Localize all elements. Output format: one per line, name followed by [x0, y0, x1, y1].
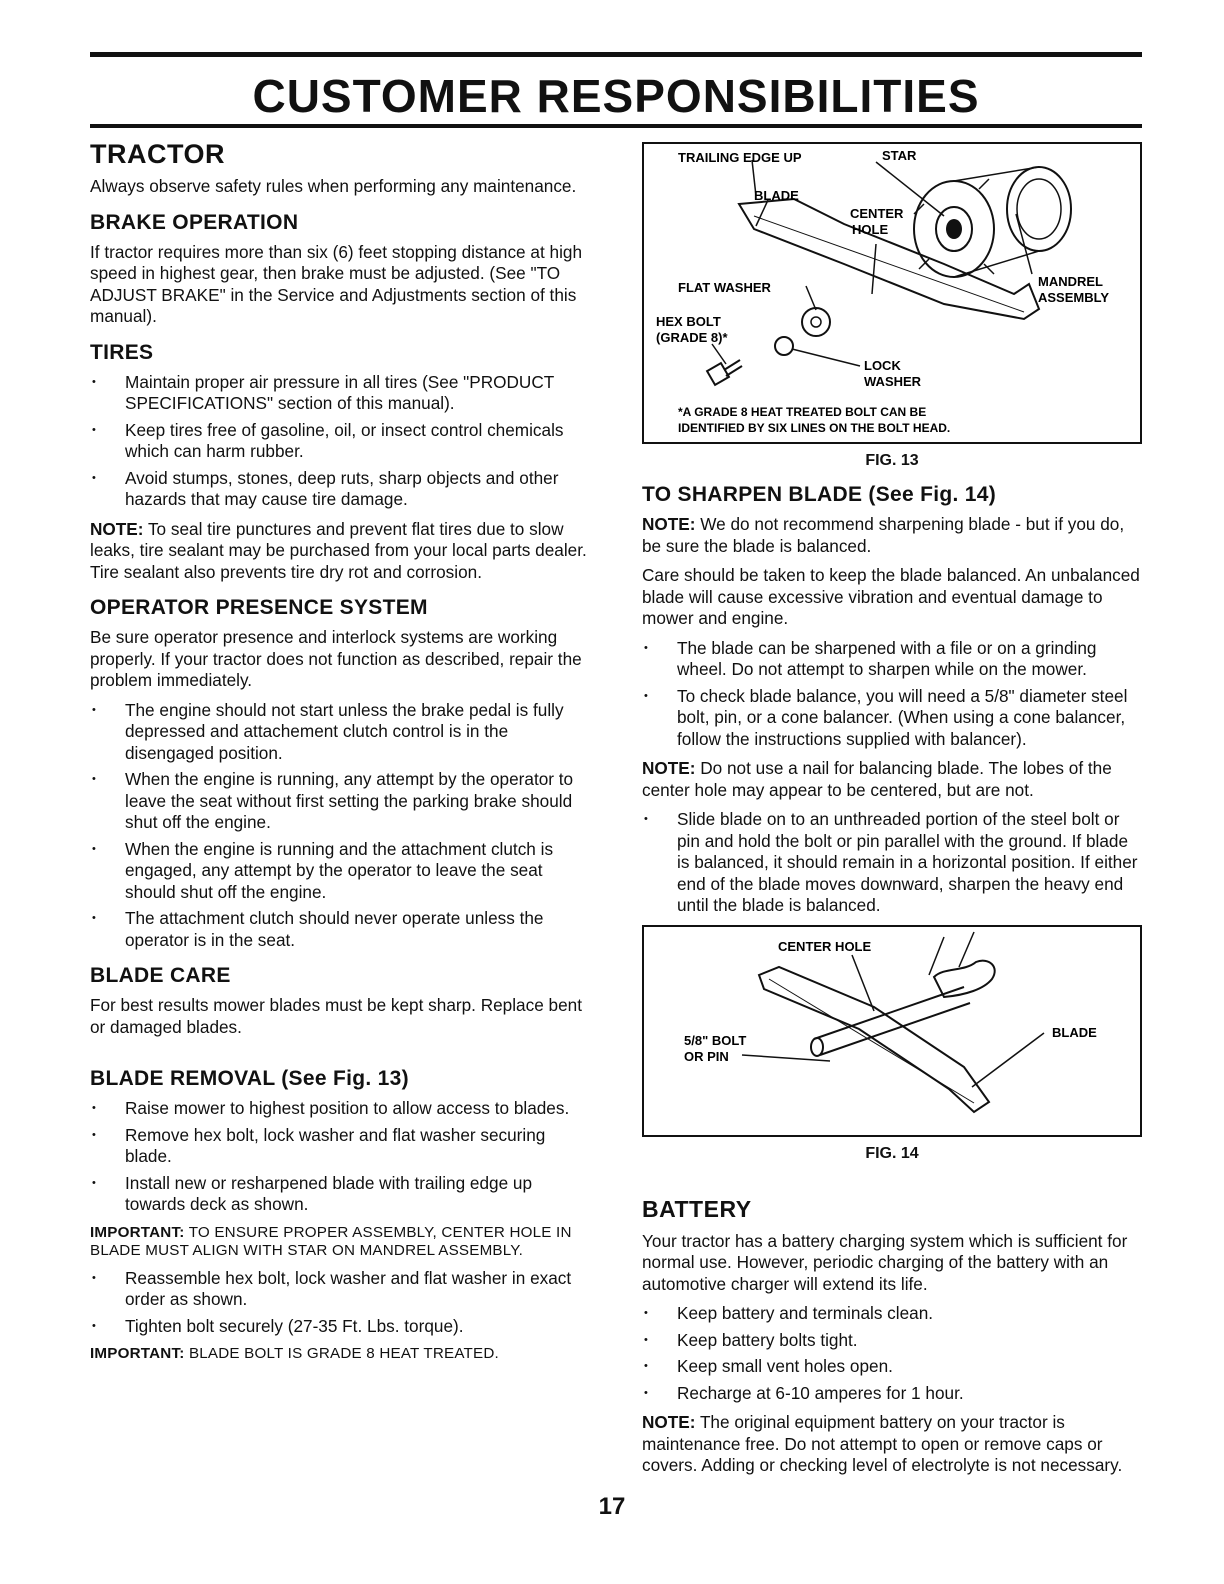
fig14-label-blade: BLADE [1052, 1024, 1097, 1040]
battery-text: Your tractor has a battery charging system which is sufficient for normal use. However, periodic charging of the battery with an automotive charger will extend its life. [642, 1230, 1128, 1294]
ops-text: Be sure operator presence and interlock systems are working properly. If your tractor does not function as described, repair the problem immediately. [90, 627, 582, 690]
note-text: To seal tire punctures and prevent flat tires due to slow leaks, tire sealant may be purchased from your local parts dealer. Tire sealant also prevents tire dry rot and corrosion. [90, 518, 587, 582]
list-item: • Remove hex bolt, lock washer and flat washer securing blade. [90, 1125, 590, 1168]
fig13-label-blade: BLADE [754, 188, 799, 203]
battery-heading: BATTERY [642, 1195, 752, 1222]
note-text: Do not use a nail for balancing blade. The lobes of the center hole may appear to be centered, but are not. [642, 758, 1112, 800]
fig14-diagram [644, 927, 1140, 1135]
note-label: NOTE: [90, 518, 144, 539]
list-item: • Tighten bolt securely (27-35 Ft. Lbs. torque). [90, 1316, 590, 1338]
list-item: • Keep battery and terminals clean. [642, 1303, 1142, 1325]
title-rule [90, 124, 1142, 128]
note-text: The original equipment battery on your tractor is maintenance free. Do not attempt to open or remove caps or covers. Adding or checking level of electrolyte is not necessary. [642, 1412, 1123, 1475]
list-item: • The blade can be sharpened with a file or on a grinding wheel. Do not attempt to sharpen while on the mower. [642, 638, 1142, 681]
tractor-text: Always observe safety rules when performing any maintenance. [90, 176, 577, 196]
important-note-2 [90, 1345, 590, 1363]
right-column [642, 142, 1142, 1485]
hex-bolt-shape [707, 360, 742, 385]
fig13-label-center1: CENTER [850, 206, 904, 221]
battery-note [642, 1412, 1142, 1477]
brake-section [90, 210, 590, 328]
list-item: • Keep tires free of gasoline, oil, or insect control chemicals which can harm rubber. [90, 420, 590, 463]
blade-care-section [90, 963, 590, 1038]
fig14-caption: FIG. 14 [865, 1144, 919, 1162]
fig13-label-lock1: LOCK [864, 358, 901, 373]
blade-removal-list [90, 1098, 590, 1216]
list-item: • When the engine is running and the attachment clutch is engaged, any attempt by the operator to leave the seat should shut off the engine. [90, 839, 590, 904]
tires-note [90, 519, 590, 584]
fig14-label-center: CENTER HOLE [778, 938, 872, 954]
list-item: • The engine should not start unless the brake pedal is fully depressed and attachement clutch control is in the disengaged position. [90, 700, 590, 765]
list-item: • When the engine is running, any attempt by the operator to leave the seat without first setting the parking brake should shut off the engine. [90, 769, 590, 834]
sharpen-note-1 [642, 514, 1142, 557]
fig14-box [642, 925, 1142, 1137]
note-label: NOTE: [642, 1412, 696, 1432]
list-item: • Raise mower to highest position to allow access to blades. [90, 1098, 590, 1120]
list-item: • Install new or resharpened blade with trailing edge up towards deck as shown. [90, 1173, 590, 1216]
fig13-label-trailing: TRAILING EDGE UP [678, 150, 802, 165]
fig13-box [642, 142, 1142, 444]
fig13-diagram [644, 144, 1140, 442]
page-title: CUSTOMER RESPONSIBILITIES [252, 70, 980, 122]
note-label: NOTE: [642, 514, 696, 534]
important-label: IMPORTANT: [90, 1345, 185, 1362]
brake-text: If tractor requires more than six (6) feet stopping distance at high speed in highest gear, then brake must be adjusted. (See "TO ADJUST BRAKE" in the Service and Adjustments section of this manual). [90, 241, 583, 326]
blade-removal-heading: BLADE REMOVAL (See Fig. 13) [90, 1067, 409, 1090]
sharpen-list-2 [642, 809, 1142, 917]
sharpen-heading: TO SHARPEN BLADE (See Fig. 14) [642, 483, 997, 506]
blade-shape [759, 967, 989, 1112]
tires-list [90, 372, 590, 511]
battery-list [642, 1303, 1142, 1404]
sharpen-text: Care should be taken to keep the blade balanced. An unbalanced blade will cause excessive vibration and eventual damage to mower and engine. [642, 565, 1140, 628]
note-label: NOTE: [642, 758, 696, 778]
list-item: • Keep small vent holes open. [642, 1356, 1142, 1378]
sharpen-section [642, 482, 1142, 917]
fig13-caption: FIG. 13 [865, 452, 919, 469]
important-text: TO ENSURE PROPER ASSEMBLY, CENTER HOLE IN BLADE MUST ALIGN WITH STAR ON MANDREL ASSEMBLY. [90, 1223, 572, 1259]
fig14-label-bolt2: OR PIN [684, 1048, 729, 1064]
top-rule [90, 52, 1142, 57]
lock-washer-shape [775, 337, 793, 355]
ops-heading: OPERATOR PRESENCE SYSTEM [90, 596, 428, 619]
blade-removal-section [90, 1066, 590, 1363]
important-note-1 [90, 1224, 590, 1260]
fig14-label-bolt1: 5/8" BOLT [684, 1032, 747, 1048]
tractor-section [90, 138, 590, 198]
list-item: • To check blade balance, you will need a 5/8" diameter steel bolt, pin, or a cone balancer. (When using a cone balancer, follow the instructions supplied with balancer). [642, 686, 1142, 751]
fig13-label-hex2: (GRADE 8)* [656, 330, 728, 345]
blade-care-heading: BLADE CARE [90, 964, 231, 987]
list-item: • Maintain proper air pressure in all tires (See "PRODUCT SPECIFICATIONS" section of this manual). [90, 372, 590, 415]
important-label: IMPORTANT: [90, 1223, 185, 1241]
ops-section [90, 595, 590, 951]
fig13-label-flat-washer: FLAT WASHER [678, 280, 771, 295]
list-item: • Keep battery bolts tight. [642, 1330, 1142, 1352]
list-item: • Avoid stumps, stones, deep ruts, sharp objects and other hazards that may cause tire damage. [90, 468, 590, 511]
fig13-label-lock2: WASHER [864, 374, 922, 389]
tires-section [90, 340, 590, 584]
brake-heading: BRAKE OPERATION [90, 210, 299, 234]
tires-heading: TIRES [90, 340, 154, 364]
blade-care-text: For best results mower blades must be kept sharp. Replace bent or damaged blades. [90, 995, 582, 1037]
list-item: • Recharge at 6-10 amperes for 1 hour. [642, 1383, 1142, 1405]
battery-section [642, 1193, 1142, 1477]
blade-removal-list-2 [90, 1268, 590, 1338]
fig13-footnote-1: *A GRADE 8 HEAT TREATED BOLT CAN BE [678, 405, 927, 419]
sharpen-list [642, 638, 1142, 751]
list-item: • Slide blade on to an unthreaded portion of the steel bolt or pin and hold the bolt or pin parallel with the ground. If blade is balanced, it should remain in a horizontal position. If either end of the blade moves downward, sharpen the heavy end until the blade is balanced. [642, 809, 1142, 917]
important-text: BLADE BOLT IS GRADE 8 HEAT TREATED. [188, 1345, 499, 1362]
fig13-label-mandrel2: ASSEMBLY [1038, 290, 1110, 305]
sharpen-note-2 [642, 758, 1142, 801]
note-text: We do not recommend sharpening blade - but if you do, be sure the blade is balanced. [642, 514, 1125, 556]
list-item: • Reassemble hex bolt, lock washer and flat washer in exact order as shown. [90, 1268, 590, 1311]
fig13-label-hex1: HEX BOLT [656, 314, 721, 329]
ops-list [90, 700, 590, 952]
fig13-label-mandrel1: MANDREL [1038, 274, 1103, 289]
fig13-label-star: STAR [882, 148, 917, 163]
flat-washer-shape [802, 308, 830, 336]
list-item: • The attachment clutch should never operate unless the operator is in the seat. [90, 908, 590, 951]
page-number: 17 [598, 1493, 626, 1520]
left-column [90, 138, 590, 1371]
tractor-heading: TRACTOR [90, 139, 225, 169]
fig13-footnote-2: IDENTIFIED BY SIX LINES ON THE BOLT HEAD. [678, 421, 951, 435]
fig13-label-center2: HOLE [852, 222, 889, 237]
